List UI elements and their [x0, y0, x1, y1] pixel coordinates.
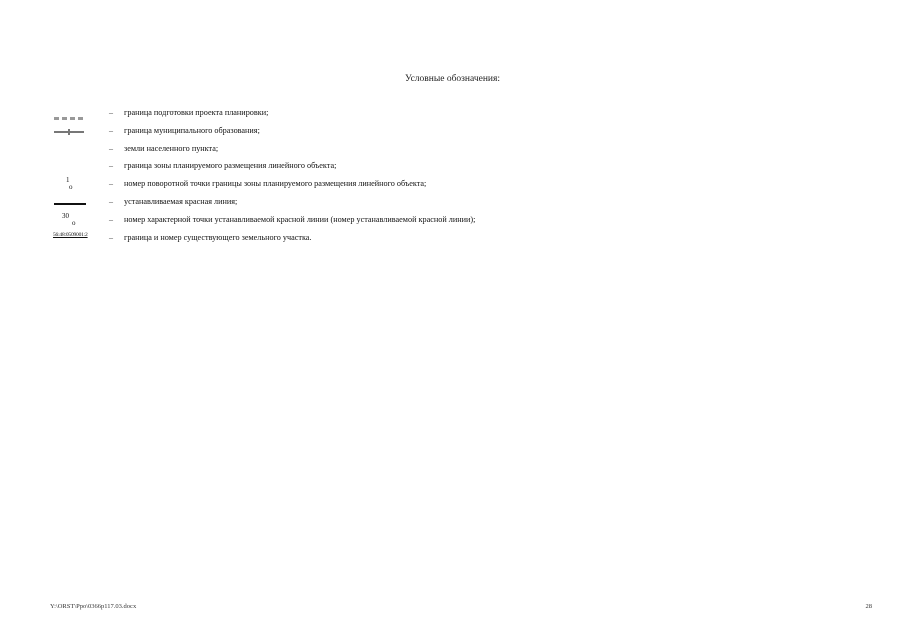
legend-dash: – — [109, 125, 113, 135]
point-circle-icon: o — [69, 183, 73, 192]
legend-item — [50, 140, 650, 158]
legend-dash: – — [109, 232, 113, 242]
settlement-lands-symbol — [50, 140, 96, 158]
point-circle-icon: o — [72, 218, 76, 227]
legend-item — [50, 211, 650, 229]
legend-item — [50, 175, 650, 193]
legend-text: граница зоны планируемого размещения линейного объекта; — [124, 161, 337, 171]
planning-boundary-symbol — [50, 104, 96, 122]
linear-object-zone-symbol — [50, 157, 96, 175]
page-number: 28 — [865, 603, 872, 610]
legend-item — [50, 122, 650, 140]
footer-file-path: Y:\ORST\Ppo\0366p117.03.docx — [50, 603, 137, 610]
legend — [50, 104, 650, 246]
red-line-symbol — [50, 193, 96, 211]
legend-item — [50, 229, 650, 247]
legend-text: граница муниципального образования; — [124, 125, 260, 135]
legend-dash: – — [109, 143, 113, 153]
parcel-symbol — [50, 229, 96, 247]
legend-dash: – — [109, 179, 113, 189]
legend-text: граница и номер существующего земельного участка. — [124, 232, 312, 242]
legend-dash: – — [109, 161, 113, 171]
turning-point-label: 1 — [66, 176, 70, 185]
legend-item — [50, 104, 650, 122]
legend-dash: – — [109, 214, 113, 224]
parcel-code: 56:48:0509001:2 — [53, 231, 88, 238]
legend-dash: – — [109, 108, 113, 117]
legend-dash: – — [109, 196, 113, 206]
legend-text: номер поворотной точки границы зоны планируемого размещения линейного объекта; — [124, 179, 427, 189]
characteristic-point-symbol — [50, 211, 96, 229]
legend-item — [50, 157, 650, 175]
turning-point-symbol — [50, 175, 96, 193]
legend-text: номер характерной точки устанавливаемой красной линии (номер устанавливаемой красной линии); — [124, 214, 476, 224]
municipal-boundary-symbol — [50, 122, 96, 140]
legend-text: граница подготовки проекта планировки; — [124, 108, 269, 117]
legend-item — [50, 193, 650, 211]
legend-text: устанавливаемая красная линия; — [124, 196, 238, 206]
characteristic-point-label: 30 — [62, 211, 69, 220]
legend-text: земли населенного пункта; — [124, 143, 219, 153]
page-title: Условные обозначения: — [404, 74, 500, 84]
